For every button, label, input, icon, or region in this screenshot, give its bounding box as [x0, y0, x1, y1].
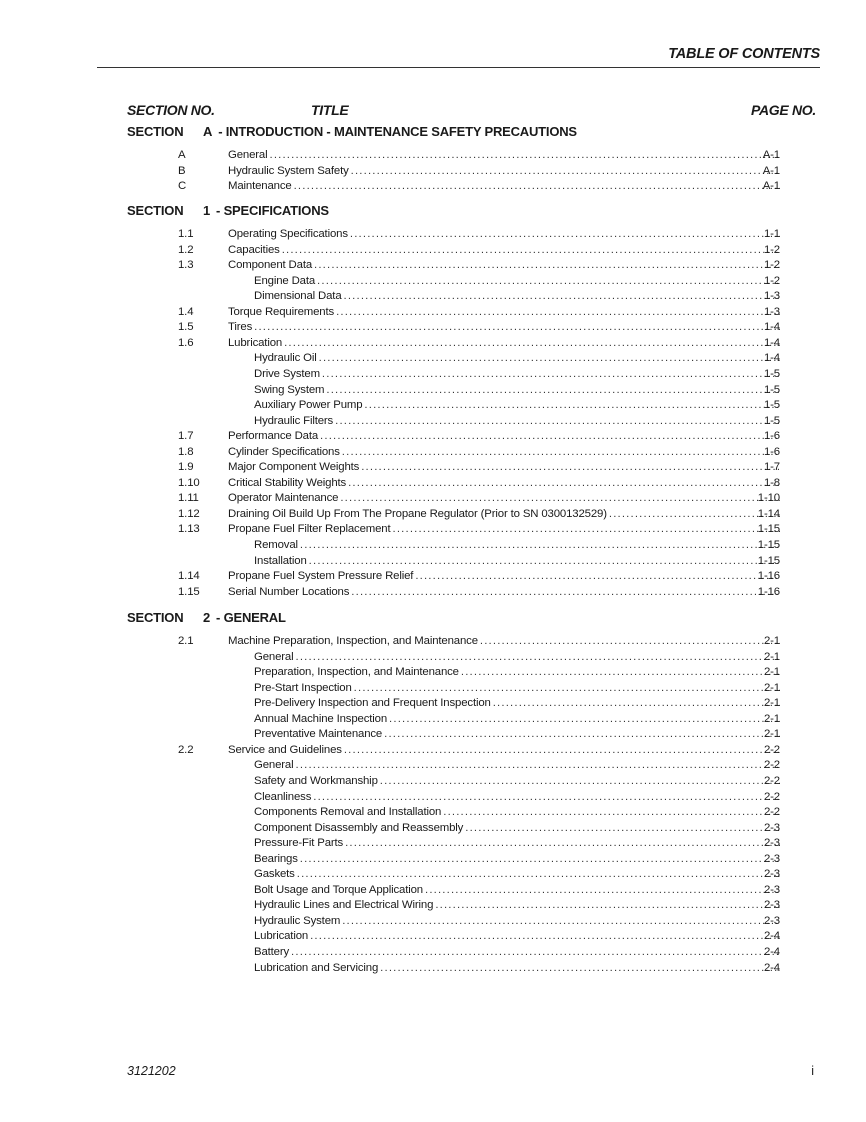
toc-entry[interactable]: [0, 569, 866, 584]
entry-page: 2-3: [763, 883, 780, 896]
entry-title: Dimensional Data: [254, 290, 342, 303]
entry-title-line: [254, 383, 780, 398]
entry-title: Pre-Start Inspection: [254, 681, 352, 694]
entry-page: 2-1: [763, 650, 780, 663]
entry-title: Drive System: [254, 367, 320, 380]
entry-title: Tires: [228, 321, 253, 334]
entry-title: Preventative Maintenance: [254, 728, 383, 741]
entry-code: 2.1: [178, 635, 194, 647]
entry-code: 1.7: [178, 430, 194, 443]
entry-page: 2-1: [763, 728, 780, 741]
leader-dots: [254, 320, 780, 335]
entry-title-line: [228, 243, 780, 258]
leader-dots: [314, 258, 780, 273]
toc-subentry[interactable]: [0, 805, 866, 820]
leader-dots: [340, 491, 780, 506]
entry-page: 1-5: [763, 414, 780, 427]
entry-title-line: [254, 758, 780, 773]
toc-subentry[interactable]: [0, 351, 866, 366]
entry-title: Hydraulic Oil: [254, 352, 317, 365]
leader-dots: [313, 790, 780, 805]
entry-page: 1-7: [763, 461, 780, 474]
toc-subentry[interactable]: [0, 758, 866, 773]
entry-title-line: [254, 774, 780, 789]
leader-dots: [309, 554, 780, 569]
section-title: - INTRODUCTION - MAINTENANCE SAFETY PRECAUTIONS: [218, 124, 577, 139]
entry-page: 2-3: [763, 899, 780, 912]
leader-dots: [345, 836, 780, 851]
toc-entry[interactable]: [0, 491, 866, 506]
entry-title: Draining Oil Build Up From The Propane Regulator (Prior to SN 0300132529): [228, 507, 607, 520]
leader-dots: [493, 696, 780, 711]
entry-title-line: [228, 507, 780, 522]
entry-code: 1.10: [178, 476, 200, 489]
entry-title-line: [254, 398, 780, 413]
toc-subentry[interactable]: [0, 383, 866, 398]
leader-dots: [461, 665, 780, 680]
entry-code: B: [178, 164, 186, 177]
document-number: 3121202: [127, 1064, 176, 1078]
toc-subentry[interactable]: [0, 712, 866, 727]
entry-page: 1-5: [763, 399, 780, 412]
entry-title-line: [254, 898, 780, 913]
entry-page: 1-15: [757, 539, 780, 551]
toc-subentry[interactable]: [0, 836, 866, 851]
entry-title: Capacities: [228, 243, 280, 256]
entry-title: Maintenance: [228, 180, 292, 193]
section-label: SECTION: [127, 203, 184, 218]
entry-code: 1.8: [178, 445, 194, 458]
entry-code: 1.15: [178, 585, 200, 598]
leader-dots: [284, 336, 780, 351]
toc-entry[interactable]: [0, 476, 866, 491]
entry-title-line: [228, 258, 780, 273]
entry-title: Propane Fuel System Pressure Relief: [228, 570, 414, 583]
entry-page: 1-3: [763, 290, 780, 303]
toc-subentry[interactable]: [0, 821, 866, 836]
entry-title-line: [254, 727, 780, 742]
entry-title: Installation: [254, 554, 307, 567]
entry-code: 1.3: [178, 259, 194, 272]
entry-page: 1-10: [757, 492, 780, 505]
entry-title-line: [228, 305, 780, 320]
leader-dots: [361, 460, 780, 475]
entry-title-line: [228, 179, 780, 194]
toc-subentry[interactable]: [0, 929, 866, 944]
entry-code: 1.6: [178, 336, 194, 349]
entry-code: 1.1: [178, 228, 194, 240]
toc-entry[interactable]: [0, 164, 866, 179]
entry-page: A-1: [762, 180, 780, 193]
entry-page: 2-1: [763, 635, 780, 647]
entry-code: 1.12: [178, 507, 200, 520]
entry-title: Component Data: [228, 259, 313, 272]
toc-entry[interactable]: [0, 227, 866, 242]
entry-title: Serial Number Locations: [228, 585, 350, 598]
leader-dots: [465, 821, 780, 836]
entry-page: 2-1: [763, 681, 780, 694]
entry-page: 1-4: [763, 321, 780, 334]
entry-title: Operating Specifications: [228, 228, 348, 240]
entry-title: Bearings: [254, 852, 298, 865]
leader-dots: [344, 289, 780, 304]
entry-title-line: [254, 414, 780, 429]
entry-title: Bolt Usage and Torque Application: [254, 883, 423, 896]
leader-dots: [443, 805, 780, 820]
toc-subentry[interactable]: [0, 774, 866, 789]
entry-page: 1-2: [763, 243, 780, 256]
entry-title: Hydraulic Filters: [254, 414, 334, 427]
entry-page: 1-4: [763, 336, 780, 349]
entry-page: 1-6: [763, 430, 780, 443]
entry-title: General: [254, 650, 294, 663]
entry-page: 1-8: [763, 476, 780, 489]
toc-subentry[interactable]: [0, 961, 866, 976]
entry-page: 2-4: [763, 961, 780, 974]
entry-title: Pressure-Fit Parts: [254, 837, 344, 850]
toc-entry[interactable]: [0, 743, 866, 758]
entry-page: 1-14: [757, 507, 780, 520]
toc-subentry[interactable]: [0, 274, 866, 289]
section-label: SECTION: [127, 124, 184, 139]
leader-dots: [295, 650, 780, 665]
entry-title-line: [254, 665, 780, 680]
toc-subentry[interactable]: [0, 665, 866, 680]
toc-subentry[interactable]: [0, 554, 866, 569]
entry-page: 2-2: [763, 743, 780, 756]
leader-dots: [320, 429, 780, 444]
entry-title: Component Disassembly and Reassembly: [254, 821, 464, 834]
entry-page: 2-3: [763, 837, 780, 850]
leader-dots: [269, 148, 780, 163]
section-number: 1: [203, 203, 211, 218]
entry-code: 2.2: [178, 743, 194, 756]
entry-code: 1.2: [178, 243, 194, 256]
toc-entry[interactable]: [0, 634, 866, 649]
entry-title-line: [254, 961, 780, 976]
section-number: 2: [203, 610, 211, 625]
entry-title: Performance Data: [228, 430, 319, 443]
leader-dots: [480, 634, 780, 649]
leader-dots: [380, 961, 780, 976]
entry-page: 1-5: [763, 367, 780, 380]
leader-dots: [291, 945, 780, 960]
entry-title-line: [254, 790, 780, 805]
entry-title-line: [228, 491, 780, 506]
entry-title: Lubrication: [228, 336, 283, 349]
entry-code: 1.4: [178, 305, 194, 318]
toc-subentry[interactable]: [0, 898, 866, 913]
entry-code: 1.9: [178, 461, 194, 474]
entry-page: 2-2: [763, 790, 780, 803]
entry-title: Swing System: [254, 383, 325, 396]
entry-page: 2-3: [763, 821, 780, 834]
section-label: SECTION: [127, 610, 184, 625]
entry-page: 1-3: [763, 305, 780, 318]
entry-title: Operator Maintenance: [228, 492, 339, 505]
entry-title-line: [254, 929, 780, 944]
leader-dots: [342, 445, 780, 460]
entry-title: General: [254, 759, 294, 772]
entry-title-line: [254, 538, 780, 553]
entry-title: Battery: [254, 946, 290, 958]
entry-title-line: [254, 274, 780, 289]
leader-dots: [297, 867, 780, 882]
header-rule: [97, 67, 820, 68]
toc-entry[interactable]: [0, 429, 866, 444]
entry-title-line: [228, 522, 780, 537]
section-title: - GENERAL: [216, 610, 286, 625]
toc-entry[interactable]: [0, 258, 866, 273]
entry-page: 1-15: [757, 523, 780, 536]
column-heading-page: PAGE NO.: [750, 102, 816, 118]
leader-dots: [295, 758, 780, 773]
entry-title-line: [254, 681, 780, 696]
leader-dots: [322, 367, 780, 382]
entry-page: 1-16: [757, 570, 780, 583]
entry-title: Components Removal and Installation: [254, 806, 442, 819]
toc-subentry[interactable]: [0, 538, 866, 553]
leader-dots: [364, 398, 780, 413]
leader-dots: [435, 898, 780, 913]
entry-page: 2-3: [763, 914, 780, 927]
entry-title: Annual Machine Inspection: [254, 712, 388, 725]
entry-title-line: [254, 712, 780, 727]
entry-title-line: [228, 460, 780, 475]
leader-dots: [425, 883, 780, 898]
leader-dots: [389, 712, 780, 727]
leader-dots: [300, 538, 780, 553]
leader-dots: [326, 383, 780, 398]
leader-dots: [350, 227, 780, 242]
entry-page: 2-2: [763, 806, 780, 819]
entry-title-line: [254, 867, 780, 882]
entry-title-line: [254, 883, 780, 898]
entry-title-line: [254, 805, 780, 820]
entry-page: A-1: [762, 164, 780, 177]
entry-title: Critical Stability Weights: [228, 476, 347, 489]
entry-title-line: [228, 148, 780, 163]
entry-page: 2-4: [763, 946, 780, 958]
entry-page: 2-4: [763, 930, 780, 943]
section-heading: [127, 610, 286, 625]
entry-page: 1-16: [757, 585, 780, 598]
entry-title: Torque Requirements: [228, 305, 335, 318]
toc-entry[interactable]: [0, 507, 866, 522]
leader-dots: [317, 274, 780, 289]
entry-title-line: [228, 476, 780, 491]
toc-subentry[interactable]: [0, 790, 866, 805]
leader-dots: [351, 164, 780, 179]
entry-page: A-1: [762, 149, 780, 161]
entry-title-line: [254, 289, 780, 304]
entry-page: 1-6: [763, 445, 780, 458]
entry-title: Major Component Weights: [228, 461, 360, 474]
entry-title: Preparation, Inspection, and Maintenance: [254, 666, 459, 679]
toc-entry[interactable]: [0, 148, 866, 163]
column-heading-section: SECTION NO.: [127, 102, 215, 118]
entry-title-line: [228, 585, 780, 600]
toc-subentry[interactable]: [0, 289, 866, 304]
entry-code: 1.14: [178, 570, 200, 583]
entry-page: 1-2: [763, 259, 780, 272]
entry-title: Propane Fuel Filter Replacement: [228, 523, 391, 536]
entry-title-line: [254, 914, 780, 929]
toc-entry[interactable]: [0, 460, 866, 475]
entry-title-line: [254, 554, 780, 569]
toc-subentry[interactable]: [0, 681, 866, 696]
leader-dots: [319, 351, 780, 366]
entry-title-line: [254, 852, 780, 867]
leader-dots: [294, 179, 780, 194]
entry-title: Machine Preparation, Inspection, and Maintenance: [228, 635, 478, 647]
entry-title: Service and Guidelines: [228, 743, 342, 756]
toc-entry[interactable]: [0, 305, 866, 320]
entry-title-line: [228, 227, 780, 242]
toc-entry[interactable]: [0, 585, 866, 600]
entry-page: 1-2: [763, 274, 780, 287]
entry-title: Cylinder Specifications: [228, 445, 340, 458]
leader-dots: [348, 476, 780, 491]
entry-page: 1-4: [763, 352, 780, 365]
entry-title-line: [254, 351, 780, 366]
leader-dots: [393, 522, 781, 537]
leader-dots: [354, 681, 780, 696]
entry-title-line: [228, 634, 780, 649]
leader-dots: [415, 569, 780, 584]
entry-title-line: [228, 164, 780, 179]
entry-title-line: [254, 696, 780, 711]
entry-title-line: [228, 569, 780, 584]
entry-title-line: [228, 336, 780, 351]
entry-code: 1.11: [178, 492, 199, 505]
toc-subentry[interactable]: [0, 852, 866, 867]
toc-subentry[interactable]: [0, 914, 866, 929]
entry-title: Lubrication and Servicing: [254, 961, 379, 974]
entry-page: 2-3: [763, 868, 780, 881]
leader-dots: [342, 914, 780, 929]
entry-code: C: [178, 180, 187, 193]
section-heading: [127, 203, 329, 218]
entry-title-line: [254, 650, 780, 665]
leader-dots: [351, 585, 780, 600]
entry-title: Removal: [254, 539, 298, 551]
entry-title-line: [254, 836, 780, 851]
entry-title: Safety and Workmanship: [254, 774, 378, 787]
leader-dots: [282, 243, 780, 258]
entry-title-line: [228, 445, 780, 460]
leader-dots: [335, 414, 780, 429]
toc-entry[interactable]: [0, 336, 866, 351]
toc-subentry[interactable]: [0, 398, 866, 413]
toc-subentry[interactable]: [0, 696, 866, 711]
toc-entry[interactable]: [0, 445, 866, 460]
entry-title: Pre-Delivery Inspection and Frequent Inspection: [254, 697, 491, 710]
entry-title-line: [228, 320, 780, 335]
entry-page: 2-1: [763, 712, 780, 725]
section-heading: [127, 124, 577, 139]
entry-title: Lubrication: [254, 930, 309, 943]
leader-dots: [344, 743, 780, 758]
toc-entry[interactable]: [0, 522, 866, 537]
toc-subentry[interactable]: [0, 883, 866, 898]
header-title: TABLE OF CONTENTS: [668, 46, 820, 62]
entry-code: A: [178, 149, 186, 161]
leader-dots: [310, 929, 780, 944]
toc-entry[interactable]: [0, 243, 866, 258]
entry-page: 1-15: [757, 554, 780, 567]
entry-title: Hydraulic Lines and Electrical Wiring: [254, 899, 434, 912]
entry-title: Hydraulic System: [254, 914, 341, 927]
entry-title: General: [228, 149, 268, 161]
toc-subentry[interactable]: [0, 414, 866, 429]
entry-page: 2-1: [763, 697, 780, 710]
toc-subentry[interactable]: [0, 650, 866, 665]
entry-page: 2-1: [763, 666, 780, 679]
toc-subentry[interactable]: [0, 727, 866, 742]
section-number: A: [203, 124, 213, 139]
toc-subentry[interactable]: [0, 945, 866, 960]
toc-subentry[interactable]: [0, 367, 866, 382]
leader-dots: [300, 852, 780, 867]
entry-title: Auxiliary Power Pump: [254, 399, 363, 412]
leader-dots: [380, 774, 780, 789]
leader-dots: [609, 507, 780, 522]
section-title: - SPECIFICATIONS: [216, 203, 329, 218]
entry-page: 2-3: [763, 852, 780, 865]
entry-code: 1.5: [178, 321, 194, 334]
toc-entry[interactable]: [0, 179, 866, 194]
entry-title: Gaskets: [254, 868, 295, 881]
page-number: i: [811, 1064, 814, 1078]
column-heading-title: TITLE: [311, 102, 349, 118]
entry-title-line: [254, 367, 780, 382]
leader-dots: [384, 727, 780, 742]
toc-subentry[interactable]: [0, 867, 866, 882]
entry-title: Engine Data: [254, 274, 316, 287]
entry-title-line: [254, 945, 780, 960]
entry-title-line: [228, 743, 780, 758]
entry-page: 2-2: [763, 774, 780, 787]
entry-title: Hydraulic System Safety: [228, 164, 349, 177]
leader-dots: [336, 305, 780, 320]
entry-title: Cleanliness: [254, 790, 312, 803]
entry-page: 1-5: [763, 383, 780, 396]
entry-title-line: [228, 429, 780, 444]
entry-title-line: [254, 821, 780, 836]
entry-code: 1.13: [178, 523, 200, 536]
entry-page: 1-1: [763, 228, 780, 240]
toc-entry[interactable]: [0, 320, 866, 335]
entry-page: 2-2: [763, 759, 780, 772]
